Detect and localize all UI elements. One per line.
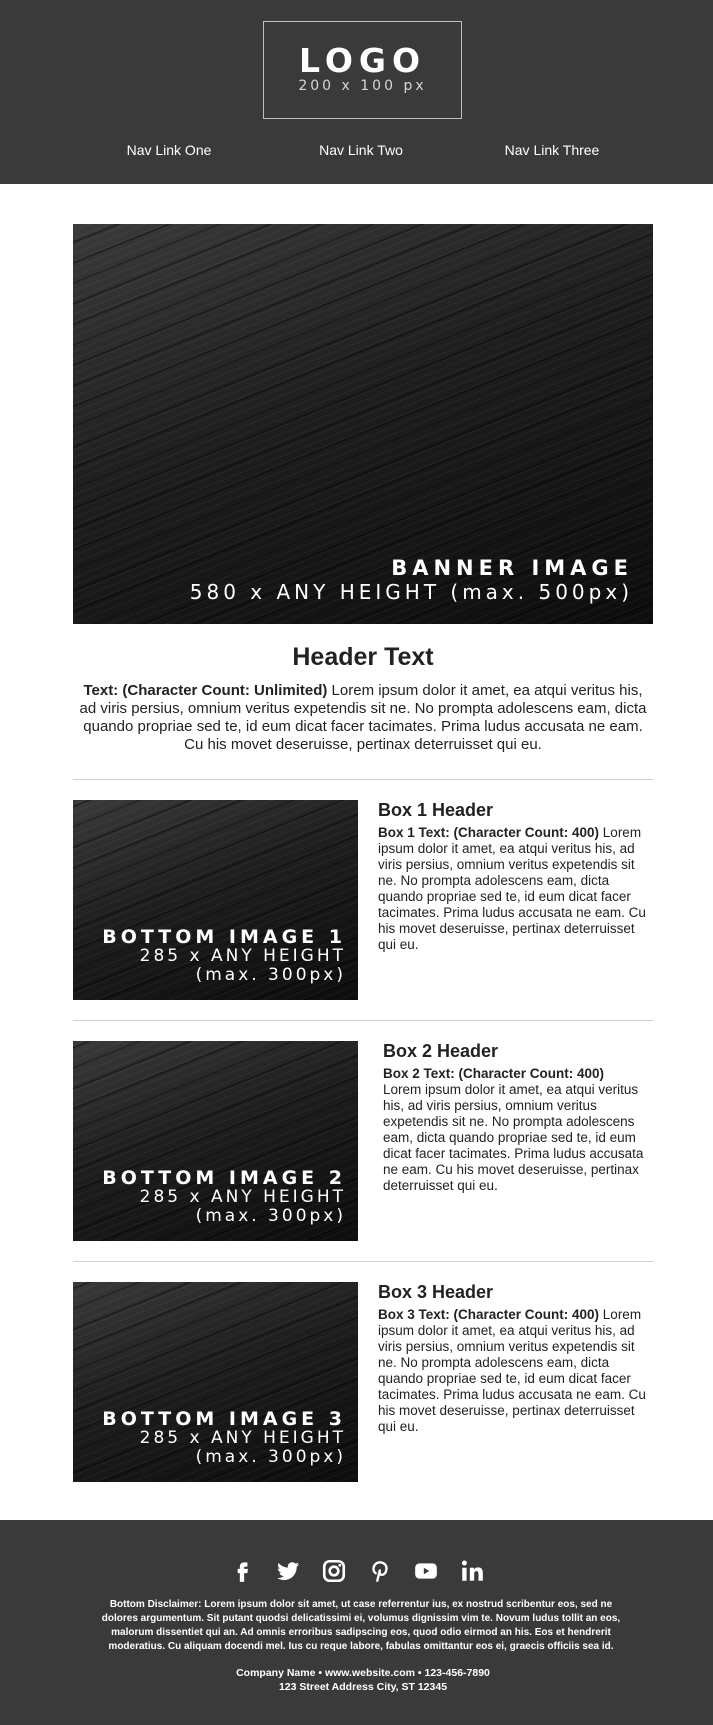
divider — [73, 1020, 653, 1021]
logo-size-label: 200 x 100 px — [298, 78, 427, 94]
main-header: Header Text — [292, 643, 434, 671]
bottom-image-2[interactable] — [73, 1041, 358, 1241]
youtube-icon[interactable] — [411, 1556, 441, 1586]
banner-image[interactable] — [73, 224, 653, 624]
logo-placeholder[interactable] — [263, 21, 462, 119]
main-text-label: Text: (Character Count: Unlimited) — [83, 682, 328, 699]
box-2-header: Box 2 Header — [383, 1041, 499, 1061]
box-1-header: Box 1 Header — [378, 800, 494, 820]
box-3-text-label: Box 3 Text: (Character Count: 400) — [378, 1307, 600, 1322]
box-2-text-label: Box 2 Text: (Character Count: 400) — [383, 1066, 605, 1081]
bottom-image-max: (max. 300px) — [195, 1206, 346, 1226]
box-3-text — [378, 1307, 652, 1435]
email-footer — [0, 1520, 713, 1725]
bottom-image-size: 285 x ANY HEIGHT — [139, 1187, 346, 1207]
main-text — [78, 682, 648, 754]
banner-subtitle: 580 x ANY HEIGHT (max. 500px) — [189, 580, 633, 604]
box-1-text-label: Box 1 Text: (Character Count: 400) — [378, 825, 600, 840]
disclaimer-label: Bottom Disclaimer: — [109, 1599, 202, 1610]
facebook-icon[interactable] — [227, 1556, 257, 1586]
social-links — [0, 1556, 713, 1586]
bottom-image-max: (max. 300px) — [195, 965, 346, 985]
bottom-image-title: BOTTOM IMAGE 1 — [102, 926, 346, 948]
box-2-text — [383, 1066, 657, 1194]
banner-title: BANNER IMAGE — [391, 556, 633, 580]
box-1-text — [378, 825, 652, 953]
divider — [73, 1261, 653, 1262]
box-3-text-body: Lorem ipsum dolor it amet, ea atqui veritus his, ad viris persius, omnium veritus expetendis sit ne. No prompta adolescens eam, dicta quando propriae sed te, id eum dicat facer tacimates. Prima ludus accusata ne eam. Cu his movet deseruisse, pertinax deterruisset qui eu. — [378, 1307, 646, 1434]
instagram-icon[interactable] — [319, 1556, 349, 1586]
logo-title: LOGO — [298, 41, 427, 80]
main-text-body: Lorem ipsum dolor it amet, ea atqui veritus his, ad viris persius, omnium veritus expetendis sit ne. No prompta adolescens eam, dicta quando propriae sed te, id eum dicat facer tacimates. Prima ludus accusata ne eam. Cu his movet deseruisse, pertinax deterruisset qui eu. — [79, 682, 647, 753]
nav-link-one[interactable]: Nav Link One — [126, 142, 212, 158]
box-3-header: Box 3 Header — [378, 1282, 494, 1302]
box-1-text-body: Lorem ipsum dolor it amet, ea atqui veritus his, ad viris persius, omnium veritus expetendis sit ne. No prompta adolescens eam, dicta quando propriae sed te, id eum dicat facer tacimates. Prima ludus accusata ne eam. Cu his movet deseruisse, pertinax deterruisset qui eu. — [378, 825, 646, 952]
disclaimer-text: Lorem ipsum dolor sit amet, ut case referrentur ius, ex nostrud scribentur eos, sed ne dolores argumentum. Sit putant quodsi delicatissimi ei, volumus dignissim vim te. Novum ludus tollit an eos, malorum dissentiet qui an. Ad omnis erroribus sadipscing eos, quod odio eirmod an his. Eos et hendrerit moderatius. Cu aliquam docendi mel. Ius cu reque labore, fabulas omittantur eos ei, graecis officiis sea id. — [101, 1599, 621, 1652]
twitter-icon[interactable] — [273, 1556, 303, 1586]
bottom-image-size: 285 x ANY HEIGHT — [139, 1428, 346, 1448]
bottom-image-title: BOTTOM IMAGE 3 — [102, 1408, 346, 1430]
nav-link-two[interactable]: Nav Link Two — [319, 142, 403, 158]
pinterest-icon[interactable] — [365, 1556, 395, 1586]
bottom-image-1[interactable] — [73, 800, 358, 1000]
bottom-disclaimer — [96, 1598, 626, 1654]
bottom-image-max: (max. 300px) — [195, 1447, 346, 1467]
bottom-image-3[interactable] — [73, 1282, 358, 1482]
linkedin-icon[interactable] — [457, 1556, 487, 1586]
company-address: 123 Street Address City, ST 12345 — [278, 1681, 448, 1693]
company-contact-line: Company Name • www.website.com • 123-456-7890 — [236, 1667, 490, 1679]
company-info — [0, 1666, 713, 1694]
bottom-image-title: BOTTOM IMAGE 2 — [102, 1167, 346, 1189]
box-2-text-body: Lorem ipsum dolor it amet, ea atqui veritus his, ad viris persius, omnium veritus expetendis sit ne. No prompta adolescens eam, dicta quando propriae sed te, id eum dicat facer tacimates. Prima ludus accusata ne eam. Cu his movet deseruisse, pertinax deterruisset qui eu. — [383, 1082, 644, 1193]
bottom-image-size: 285 x ANY HEIGHT — [139, 946, 346, 966]
nav-link-three[interactable]: Nav Link Three — [504, 142, 600, 158]
divider — [73, 779, 653, 780]
email-header — [0, 0, 713, 184]
